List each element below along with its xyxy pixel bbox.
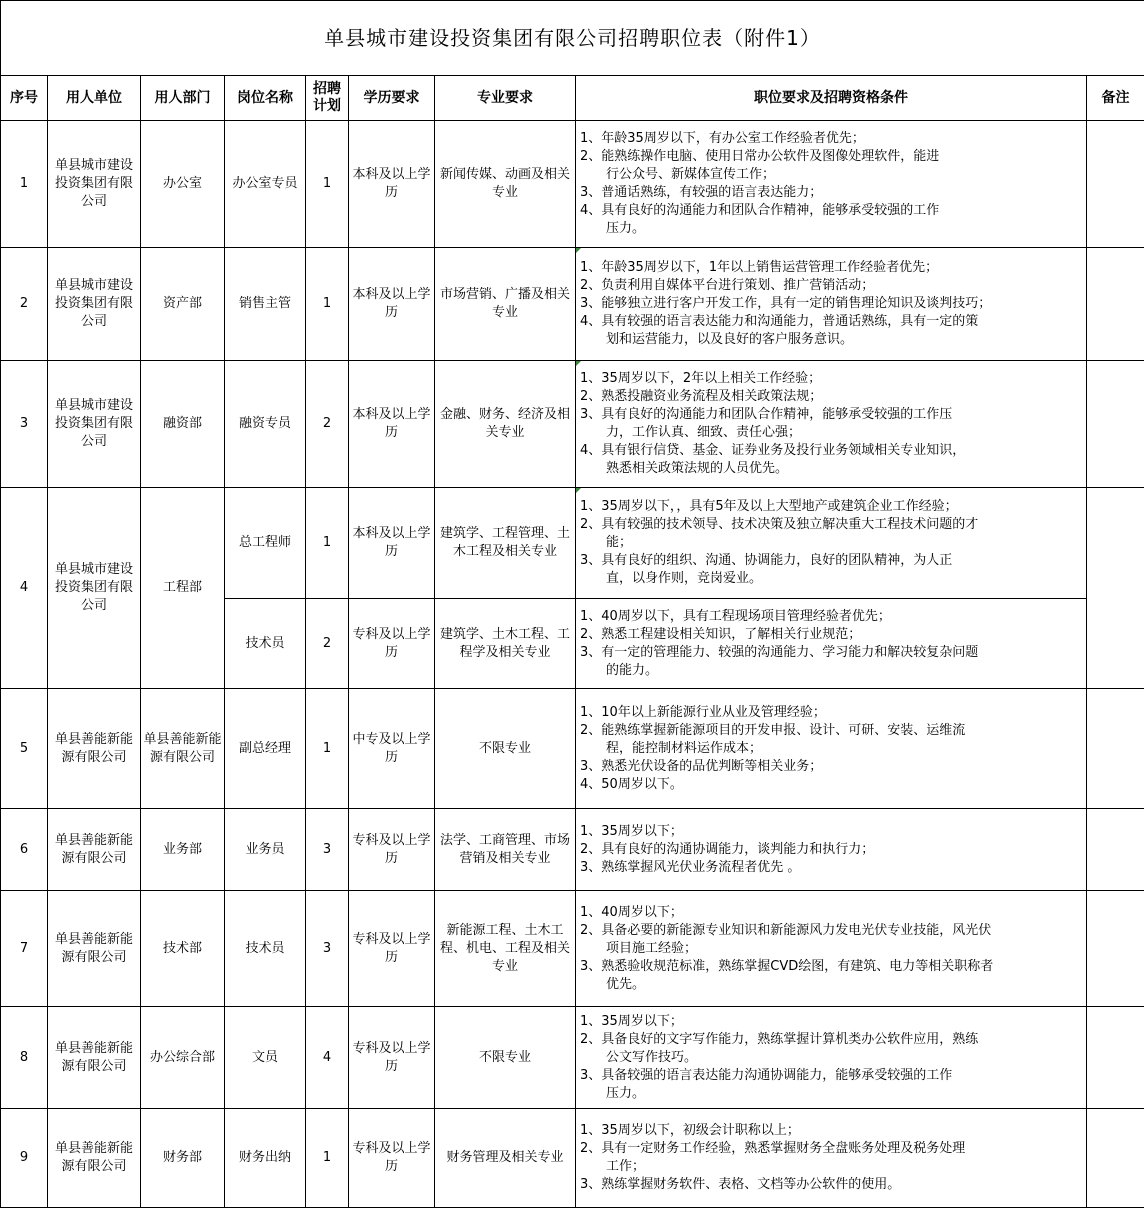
row-edu: 本科及以上学历 [349, 488, 435, 599]
row-major: 不限专业 [435, 1007, 576, 1109]
req-line: 力，工作认真、细致、责任心强； [580, 424, 1082, 442]
row-dept: 工程部 [141, 488, 225, 689]
row-no: 1 [1, 121, 48, 248]
row-no: 8 [1, 1007, 48, 1109]
row-major: 不限专业 [435, 689, 576, 809]
row-no: 7 [1, 891, 48, 1007]
header-row [1, 76, 1144, 121]
req-line: 2、熟悉工程建设相关知识，了解相关行业规范； [580, 626, 1082, 644]
req-line: 3、熟悉验收规范标准，熟练掌握CVD绘图，有建筑、电力等相关职称者 [580, 958, 1082, 976]
row-dept: 资产部 [141, 248, 225, 361]
row-plan: 4 [306, 1007, 349, 1109]
row-post: 办公室专员 [225, 121, 306, 248]
row-reqs [576, 361, 1087, 488]
req-line: 3、具备较强的语言表达能力沟通协调能力，能够承受较强的工作 [580, 1067, 1082, 1085]
req-line: 熟悉相关政策法规的人员优先。 [580, 460, 1082, 478]
row-plan: 1 [306, 1109, 349, 1208]
row-unit: 单县善能新能源有限公司 [48, 1007, 141, 1109]
table-row [1, 361, 1144, 488]
row-major: 财务管理及相关专业 [435, 1109, 576, 1208]
table-row [1, 689, 1144, 809]
row-dept: 财务部 [141, 1109, 225, 1208]
row-plan: 3 [306, 809, 349, 891]
row-edu: 专科及以上学历 [349, 1109, 435, 1208]
table-row [1, 1007, 1144, 1109]
req-line: 划和运营能力，以及良好的客户服务意识。 [580, 331, 1082, 349]
row-note [1087, 248, 1144, 361]
row-post: 总工程师 [225, 488, 306, 599]
comment-marker [576, 248, 581, 253]
header-major: 专业要求 [435, 76, 576, 121]
row-post: 技术员 [225, 891, 306, 1007]
req-line: 2、具有一定财务工作经验，熟悉掌握财务全盘账务处理及税务处理 [580, 1140, 1082, 1158]
req-line: 直，以身作则，竞岗爱业。 [580, 570, 1082, 588]
table-row [1, 488, 1144, 599]
row-reqs [576, 248, 1087, 361]
row-note [1087, 1109, 1144, 1208]
table-title: 单县城市建设投资集团有限公司招聘职位表（附件1） [1, 1, 1144, 76]
row-dept: 单县善能新能源有限公司 [141, 689, 225, 809]
req-line: 2、具有良好的沟通协调能力，谈判能力和执行力； [580, 841, 1082, 859]
req-line: 2、熟悉投融资业务流程及相关政策法规； [580, 388, 1082, 406]
row-dept: 技术部 [141, 891, 225, 1007]
header-plan: 招聘计划 [306, 76, 349, 121]
header-note: 备注 [1087, 76, 1144, 121]
req-line: 3、有一定的管理能力、较强的沟通能力、学习能力和解决较复杂问题 [580, 644, 1082, 662]
row-major: 新闻传媒、动画及相关专业 [435, 121, 576, 248]
req-line: 4、具有良好的沟通能力和团队合作精神，能够承受较强的工作 [580, 202, 1082, 220]
row-reqs [576, 891, 1087, 1007]
req-line: 3、具有良好的沟通能力和团队合作精神，能够承受较强的工作压 [580, 406, 1082, 424]
row-note [1087, 891, 1144, 1007]
row-no: 4 [1, 488, 48, 689]
row-post: 财务出纳 [225, 1109, 306, 1208]
req-line: 2、具有较强的技术领导、技术决策及独立解决重大工程技术问题的才 [580, 516, 1082, 534]
row-reqs [576, 809, 1087, 891]
req-line: 4、具有较强的语言表达能力和沟通能力，普通话熟练，具有一定的策 [580, 313, 1082, 331]
req-line: 2、能熟练操作电脑、使用日常办公软件及图像处理软件，能进 [580, 148, 1082, 166]
row-note [1087, 1007, 1144, 1109]
req-line: 2、具备必要的新能源专业知识和新能源风力发电光伏专业技能，风光伏 [580, 922, 1082, 940]
row-reqs [576, 121, 1087, 248]
row-unit: 单县善能新能源有限公司 [48, 809, 141, 891]
table-row [1, 248, 1144, 361]
row-reqs [576, 1109, 1087, 1208]
req-line: 1、35周岁以下，，具有5年及以上大型地产或建筑企业工作经验； [580, 498, 1082, 516]
row-unit: 单县城市建设投资集团有限公司 [48, 121, 141, 248]
comment-marker [576, 488, 581, 493]
header-post: 岗位名称 [225, 76, 306, 121]
req-line: 4、50周岁以下。 [580, 776, 1082, 794]
row-post: 业务员 [225, 809, 306, 891]
req-line: 1、35周岁以下； [580, 1013, 1082, 1031]
req-line: 2、负责利用自媒体平台进行策划、推广营销活动； [580, 277, 1082, 295]
row-note [1087, 488, 1144, 689]
row-no: 5 [1, 689, 48, 809]
row-plan: 2 [306, 361, 349, 488]
req-line: 工作； [580, 1158, 1082, 1176]
row-major: 新能源工程、土木工程、机电、工程及相关专业 [435, 891, 576, 1007]
row-dept: 业务部 [141, 809, 225, 891]
header-no: 序号 [1, 76, 48, 121]
row-edu: 专科及以上学历 [349, 891, 435, 1007]
row-post: 技术员 [225, 599, 306, 689]
row-unit: 单县善能新能源有限公司 [48, 1109, 141, 1208]
req-line: 1、35周岁以下，2年以上相关工作经验； [580, 370, 1082, 388]
req-line: 3、普通话熟练，有较强的语言表达能力； [580, 184, 1082, 202]
req-line: 2、能熟练掌握新能源项目的开发申报、设计、可研、安装、运维流 [580, 722, 1082, 740]
row-edu: 本科及以上学历 [349, 248, 435, 361]
row-dept: 融资部 [141, 361, 225, 488]
row-edu: 中专及以上学历 [349, 689, 435, 809]
header-edu: 学历要求 [349, 76, 435, 121]
req-line: 3、熟悉光伏设备的品优判断等相关业务； [580, 758, 1082, 776]
row-major: 建筑学、土木工程、工程学及相关专业 [435, 599, 576, 689]
row-unit: 单县城市建设投资集团有限公司 [48, 488, 141, 689]
row-note [1087, 121, 1144, 248]
req-line: 公文写作技巧。 [580, 1049, 1082, 1067]
req-line: 优先。 [580, 976, 1082, 994]
row-major: 金融、财务、经济及相关专业 [435, 361, 576, 488]
row-dept: 办公综合部 [141, 1007, 225, 1109]
row-edu: 专科及以上学历 [349, 599, 435, 689]
req-line: 3、熟练掌握风光伏业务流程者优先 。 [580, 859, 1082, 877]
row-plan: 1 [306, 689, 349, 809]
req-line: 行公众号、新媒体宣传工作； [580, 166, 1082, 184]
req-line: 3、具有良好的组织、沟通、协调能力，良好的团队精神，为人正 [580, 552, 1082, 570]
row-post: 融资专员 [225, 361, 306, 488]
row-unit: 单县城市建设投资集团有限公司 [48, 361, 141, 488]
row-no: 6 [1, 809, 48, 891]
row-major: 法学、工商管理、市场营销及相关专业 [435, 809, 576, 891]
header-reqs: 职位要求及招聘资格条件 [576, 76, 1087, 121]
row-plan: 1 [306, 121, 349, 248]
row-dept: 办公室 [141, 121, 225, 248]
table-row [1, 809, 1144, 891]
req-line: 1、10年以上新能源行业从业及管理经验； [580, 704, 1082, 722]
row-major: 市场营销、广播及相关专业 [435, 248, 576, 361]
row-no: 3 [1, 361, 48, 488]
row-post: 副总经理 [225, 689, 306, 809]
req-line: 3、能够独立进行客户开发工作，具有一定的销售理论知识及谈判技巧； [580, 295, 1082, 313]
row-reqs [576, 599, 1087, 689]
row-plan: 2 [306, 599, 349, 689]
header-unit: 用人单位 [48, 76, 141, 121]
row-edu: 专科及以上学历 [349, 1007, 435, 1109]
row-edu: 本科及以上学历 [349, 121, 435, 248]
row-reqs [576, 689, 1087, 809]
table-row [1, 1109, 1144, 1208]
row-plan: 3 [306, 891, 349, 1007]
row-post: 销售主管 [225, 248, 306, 361]
req-line: 2、具备良好的文字写作能力，熟练掌握计算机类办公软件应用，熟练 [580, 1031, 1082, 1049]
comment-marker [576, 361, 581, 366]
req-line: 的能力。 [580, 662, 1082, 680]
req-line: 1、40周岁以下，具有工程现场项目管理经验者优先； [580, 608, 1082, 626]
req-line: 3、熟练掌握财务软件、表格、文档等办公软件的使用。 [580, 1176, 1082, 1194]
req-line: 1、35周岁以下，初级会计职称以上； [580, 1122, 1082, 1140]
row-note [1087, 689, 1144, 809]
row-no: 2 [1, 248, 48, 361]
req-line: 项目施工经验； [580, 940, 1082, 958]
table-row [1, 891, 1144, 1007]
row-reqs [576, 1007, 1087, 1109]
row-unit: 单县善能新能源有限公司 [48, 891, 141, 1007]
row-reqs [576, 488, 1087, 599]
req-line: 程，能控制材料运作成本； [580, 740, 1082, 758]
row-edu: 本科及以上学历 [349, 361, 435, 488]
req-line: 1、年龄35周岁以下，1年以上销售运营管理工作经验者优先； [580, 259, 1082, 277]
row-post: 文员 [225, 1007, 306, 1109]
table-row [1, 121, 1144, 248]
req-line: 能； [580, 534, 1082, 552]
req-line: 压力。 [580, 1085, 1082, 1103]
req-line: 1、35周岁以下； [580, 823, 1082, 841]
row-plan: 1 [306, 488, 349, 599]
header-dept: 用人部门 [141, 76, 225, 121]
req-line: 4、具有银行信贷、基金、证券业务及投行业务领域相关专业知识， [580, 442, 1082, 460]
req-line: 1、40周岁以下； [580, 904, 1082, 922]
row-note [1087, 809, 1144, 891]
row-unit: 单县城市建设投资集团有限公司 [48, 248, 141, 361]
row-no: 9 [1, 1109, 48, 1208]
req-line: 压力。 [580, 220, 1082, 238]
row-unit: 单县善能新能源有限公司 [48, 689, 141, 809]
req-line: 1、年龄35周岁以下，有办公室工作经验者优先； [580, 130, 1082, 148]
row-major: 建筑学、工程管理、土木工程及相关专业 [435, 488, 576, 599]
row-edu: 专科及以上学历 [349, 809, 435, 891]
row-plan: 1 [306, 248, 349, 361]
row-note [1087, 361, 1144, 488]
